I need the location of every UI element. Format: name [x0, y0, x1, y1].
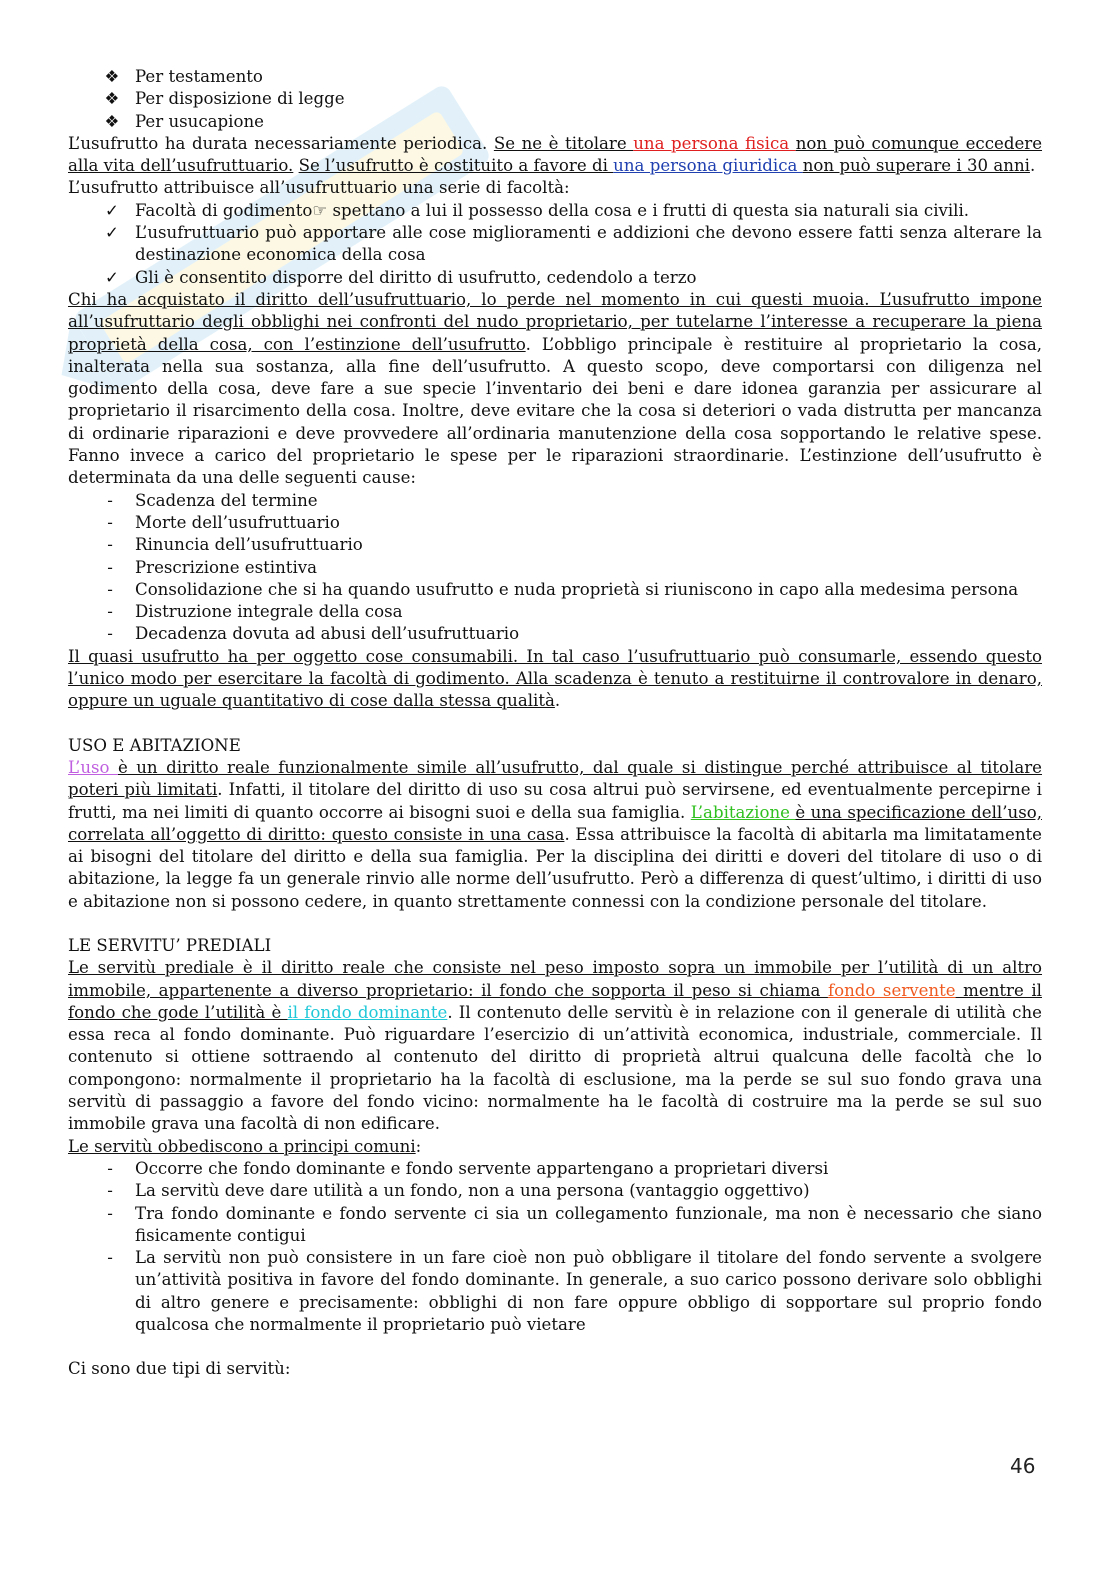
list-item: ❖ Per disposizione di legge — [68, 88, 1042, 110]
list-item: - La servitù deve dare utilità a un fondo, non a una persona (vantaggio oggettivo) — [68, 1180, 1042, 1202]
diamond-bullet-icon: ❖ — [104, 89, 120, 109]
list-item: ❖ Per testamento — [68, 66, 1042, 88]
heading-uso-abitazione: USO E ABITAZIONE — [68, 735, 241, 755]
document-page — [68, 66, 1042, 1381]
list-item: ✓ L’usufruttuario può apportare alle cose miglioramenti e addizioni che devono essere fatti senza alterare la destinazione economica della cosa — [68, 222, 1042, 267]
list-item: ❖ Per usucapione — [68, 111, 1042, 133]
check-bullet-icon: ✓ — [105, 200, 119, 220]
list-item: - La servitù non può consistere in un fare cioè non può obbligare il titolare del fondo servente a svolgere un’attività positiva in favore del fondo dominante. In generale, a suo carico possono derivare solo obblighi di altro genere e precisamente: obblighi di non fare oppure obbligo di sopportare sul proprio fondo qualcosa che normalmente il proprietario può vietare — [68, 1247, 1042, 1336]
paragraph-uso-abitazione: L’uso è un diritto reale funzionalmente simile all’usufrutto, dal quale si distingue perché attribuisce al titolare poteri più limitati. Infatti, il titolare del diritto di uso su cosa altrui può servirsene, ed eventualmente percepirne i frutti, ma nei limiti di quanto occorre ai bisogni suoi e della sua famiglia. L’abitazione è una specificazione dell’uso, correlata all’oggetto di diritto: questo consiste in una casa. Essa attribuisce la facoltà di abitarla ma limitatamente ai bisogni del titolare del diritto e della sua famiglia. Per la disciplina dei diritti e doveri del titolare di uso o di abitazione, la legge fa un generale rinvio alle norme dell’usufrutto. Però a differenza di quest’ultimo, i diritti di uso e abitazione non si possono cedere, in quanto strettamente connessi con la condizione personale del titolare. — [68, 757, 1042, 911]
list-item: - Decadenza dovuta ad abusi dell’usufruttuario — [68, 623, 1042, 645]
paragraph-facolta-intro: L’usufrutto attribuisce all’usufruttuario una serie di facoltà: — [68, 178, 570, 198]
list-item: - Occorre che fondo dominante e fondo servente appartengano a proprietari diversi — [68, 1158, 1042, 1180]
list-usufrutto-acquisto — [68, 66, 1042, 133]
paragraph-tipi-servitu: Ci sono due tipi di servitù: — [68, 1359, 291, 1379]
list-principi — [68, 1158, 1042, 1336]
paragraph-quasi-usufrutto: Il quasi usufrutto ha per oggetto cose consumabili. In tal caso l’usufruttuario può consumarle, essendo questo l’unico modo per esercitare la facoltà di godimento. Alla scadenza è tenuto a restituirne il controvalore in denaro, oppure un uguale quantitativo di cose dalla stessa qualità. — [68, 646, 1042, 711]
paragraph-durata: L’usufrutto ha durata necessariamente periodica. Se ne è titolare una persona fisica non può comunque eccedere alla vita dell’usufruttuario. Se l’usufrutto è costituito a favore di una persona giuridica non può superare i 30 anni. — [68, 133, 1043, 176]
list-facolta — [68, 200, 1042, 289]
diamond-bullet-icon: ❖ — [104, 67, 120, 86]
dash-bullet-icon: - — [107, 624, 113, 644]
heading-servitu-prediali: LE SERVITU’ PREDIALI — [68, 935, 272, 955]
dash-bullet-icon: - — [107, 1248, 113, 1268]
check-bullet-icon: ✓ — [105, 267, 119, 287]
list-item: - Distruzione integrale della cosa — [68, 601, 1042, 623]
paragraph-principi-intro: Le servitù obbediscono a principi comuni: — [68, 1136, 422, 1156]
dash-bullet-icon: - — [107, 1203, 113, 1223]
dash-bullet-icon: - — [107, 1158, 113, 1178]
list-item: - Consolidazione che si ha quando usufrutto e nuda proprietà si riuniscono in capo alla medesima persona — [68, 579, 1042, 601]
dash-bullet-icon: - — [107, 557, 113, 577]
paragraph-servitu: Le servitù prediale è il diritto reale che consiste nel peso imposto sopra un immobile per l’utilità di un altro immobile, appartenente a diverso proprietario: il fondo che sopporta il peso si chiama fondo servente mentre il fondo che gode l’utilità è il fondo dominante. Il contenuto delle servitù è in relazione con il generale di utilità che essa reca al fondo dominante. Può riguardare l’esercizio di un’attività economica, industriale, commerciale. Il contenuto si ottiene sottraendo al contenuto del diritto di proprietà altrui qualcuna delle facoltà che lo compongono: normalmente il proprietario ha la facoltà di esclusione, ma la perde se sul suo fondo grava una servitù di passaggio a favore del fondo vicino: normalmente ha le facoltà di costruire ma la perde se sul suo immobile grava una facoltà di non edificare. — [68, 958, 1042, 1134]
list-item: ✓ Gli è consentito disporre del diritto di usufrutto, cedendolo a terzo — [68, 267, 1042, 289]
check-bullet-icon: ✓ — [105, 223, 119, 243]
dash-bullet-icon: - — [107, 512, 113, 532]
list-item: - Tra fondo dominante e fondo servente ci sia un collegamento funzionale, ma non è necessario che siano fisicamente contigui — [68, 1203, 1042, 1248]
dash-bullet-icon: - — [107, 579, 113, 599]
list-estinzione — [68, 490, 1042, 646]
dash-bullet-icon: - — [107, 602, 113, 622]
list-item: - Rinuncia dell’usufruttuario — [68, 534, 1042, 556]
list-item: - Morte dell’usufruttuario — [68, 512, 1042, 534]
dash-bullet-icon: - — [107, 535, 113, 555]
list-item: - Prescrizione estintiva — [68, 557, 1042, 579]
diamond-bullet-icon: ❖ — [104, 111, 120, 131]
dash-bullet-icon: - — [107, 490, 113, 510]
dash-bullet-icon: - — [107, 1181, 113, 1201]
list-item: - Scadenza del termine — [68, 490, 1042, 512]
list-item: ✓ Facoltà di godimento☞ spettano a lui il possesso della cosa e i frutti di questa sia naturali sia civili. — [68, 200, 1042, 222]
page-number: 46 — [1010, 1454, 1036, 1478]
paragraph-obblighi: Chi ha acquistato il diritto dell’usufruttuario, lo perde nel momento in cui questi muoia. L’usufrutto impone all’usufruttario degli obblighi nei confronti del nudo proprietario, per tutelarne l’interesse a recuperare la piena proprietà della cosa, con l’estinzione dell’usufrutto. L’obbligo principale è restituire al proprietario la cosa, inalterata nella sua sostanza, alla fine dell’usufrutto. A questo scopo, deve comportarsi con diligenza nel godimento della cosa, deve fare a sue specie l’inventario dei beni e dare idonea garanzia per assicurare al proprietario il risarcimento della cosa. Inoltre, deve evitare che la cosa si deteriori o vada distrutta per mancanza di ordinarie riparazioni e deve provvedere all’ordinaria manutenzione della cosa sopportando le relative spese. Fanno invece a carico del proprietario le spese per le riparazioni straordinarie. L’estinzione dell’usufrutto è determinata da una delle seguenti cause: — [68, 289, 1042, 488]
